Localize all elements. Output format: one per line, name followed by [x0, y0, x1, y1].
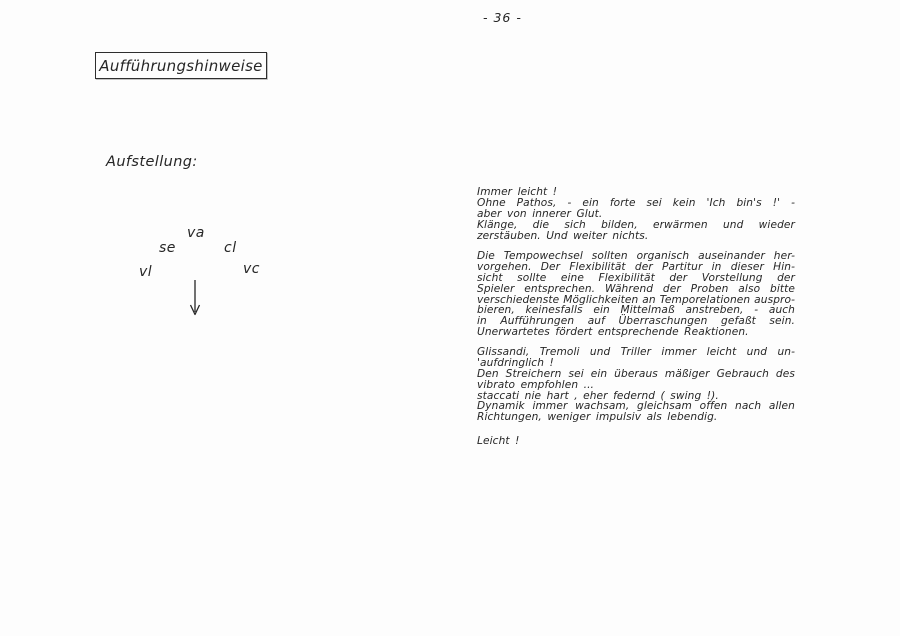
section-label: Aufstellung:: [106, 154, 198, 170]
note-line: aber von innerer Glut.: [477, 207, 603, 220]
note-line: verschiedenste Möglichkeiten an Temporelationen auspro-: [477, 293, 795, 306]
page-number: - 36 -: [483, 10, 522, 25]
note-line: vibrato empfohlen ...: [477, 378, 595, 391]
note-line: staccati nie hart , eher federnd ( swing !).: [477, 389, 719, 402]
note-line: Glissandi, Tremoli und Triller immer leicht und un-: [477, 346, 795, 358]
note-line: Leicht !: [477, 435, 520, 447]
notes-paragraph-3: [477, 347, 795, 423]
note-line: sicht sollte eine Flexibilität der Vorstellung der: [477, 271, 795, 284]
note-line: Richtungen, weniger impulsiv als lebendig.: [477, 411, 718, 424]
note-line: Unerwartetes fördert entsprechende Reaktionen.: [477, 326, 749, 339]
diagram-label-va: va: [187, 225, 205, 241]
diagram-label-vc: vc: [243, 261, 260, 277]
page-title: Aufführungshinweise: [99, 56, 263, 75]
note-line: Spieler entsprechen. Während der Proben also bitte: [477, 282, 795, 295]
notes-paragraph-4: [477, 436, 795, 447]
title-box: [95, 52, 267, 79]
note-line: Den Streichern sei ein überaus mäßiger Gebrauch des: [477, 367, 795, 380]
note-line: vorgehen. Der Flexibilität der Partitur in dieser Hin-: [477, 260, 795, 273]
down-arrow-icon: [186, 279, 204, 317]
diagram-label-se: se: [159, 240, 176, 256]
diagram-label-vl: vl: [139, 264, 153, 280]
note-line: 'aufdringlich !: [477, 356, 554, 369]
diagram-label-cl: cl: [224, 240, 237, 256]
notes-paragraph-1: [477, 187, 795, 241]
note-line: Immer leicht !: [477, 186, 558, 198]
note-line: Klänge, die sich bilden, erwärmen und wieder: [477, 218, 795, 231]
handwritten-notes: [477, 0, 795, 636]
note-line: Ohne Pathos, - ein forte sei kein 'Ich bin's !' -: [477, 196, 795, 209]
note-line: in Aufführungen auf Überraschungen gefaßt sein.: [477, 315, 795, 328]
note-line: bieren, keinesfalls ein Mittelmaß anstreben, - auch: [477, 304, 795, 317]
note-line: Die Tempowechsel sollten organisch auseinander her-: [477, 250, 795, 262]
note-line: Dynamik immer wachsam, gleichsam offen nach allen: [477, 400, 795, 413]
note-line: zerstäuben. Und weiter nichts.: [477, 229, 649, 242]
notes-paragraph-2: [477, 251, 795, 338]
